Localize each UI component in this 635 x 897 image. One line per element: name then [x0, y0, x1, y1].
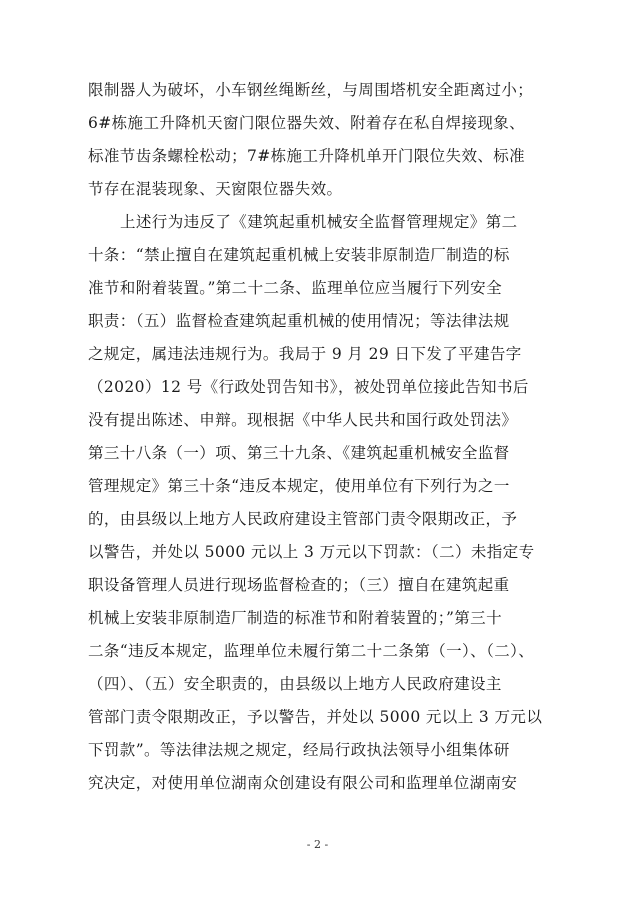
body-text [88, 74, 558, 800]
text-line: 6#栋施工升降机天窗门限位器失效、附着存在私自焊接现象、 [88, 114, 526, 132]
text-line: 之规定，属违法违规行为。我局于 9 月 29 日下发了平建告字 [88, 345, 522, 363]
paragraph-first-line: 上述行为违反了《建筑起重机械安全监督管理规定》第二 [120, 213, 518, 231]
text-line: 管理规定》第三十条“违反本规定，使用单位有下列行为之一 [88, 477, 510, 495]
text-line: （四）、（五）安全职责的，由县级以上地方人民政府建设主 [88, 675, 502, 693]
text-line: 管部门责令限期改正，予以警告，并处以 5000 元以上 3 万元以 [88, 708, 543, 726]
text-line: 下罚款”。等法律法规之规定，经局行政执法领导小组集体研 [88, 741, 510, 759]
text-line: 的，由县级以上地方人民政府建设主管部门责令限期改正，予 [88, 510, 518, 528]
text-line: 准节和附着装置。”第二十二条、监理单位应当履行下列安全 [88, 279, 502, 297]
text-line: 二条“违反本规定，监理单位未履行第二十二条第（一）、（二）、 [88, 642, 535, 660]
text-line: 职责：（五）监督检查建筑起重机械的使用情况；等法律法规 [88, 312, 510, 330]
text-line: 以警告，并处以 5000 元以上 3 万元以下罚款：（二）未指定专 [88, 543, 535, 561]
text-line: （2020）12 号《行政处罚告知书》，被处罚单位接此告知书后 [88, 378, 529, 396]
text-line: 节存在混装现象、天窗限位器失效。 [88, 180, 343, 198]
text-line: 没有提出陈述、申辩。现根据《中华人民共和国行政处罚法》 [88, 411, 518, 429]
text-line: 标准节齿条螺栓松动；7#栋施工升降机单开门限位失效、标准 [88, 147, 526, 165]
text-line: 第三十八条（一）项、第三十九条、《建筑起重机械安全监督 [88, 444, 510, 462]
text-line: 职设备管理人员进行现场监督检查的；（三）擅自在建筑起重 [88, 576, 510, 594]
page-number: - 2 - [306, 838, 329, 851]
text-line: 机械上安装非原制造厂制造的标准节和附着装置的；”第三十 [88, 609, 502, 627]
text-line: 究决定，对使用单位湖南众创建设有限公司和监理单位湖南安 [88, 774, 518, 792]
text-line: 十条：“禁止擅自在建筑起重机械上安装非原制造厂制造的标 [88, 246, 510, 264]
text-line: 限制器人为破坏，小车钢丝绳断丝，与周围塔机安全距离过小； [88, 81, 534, 99]
